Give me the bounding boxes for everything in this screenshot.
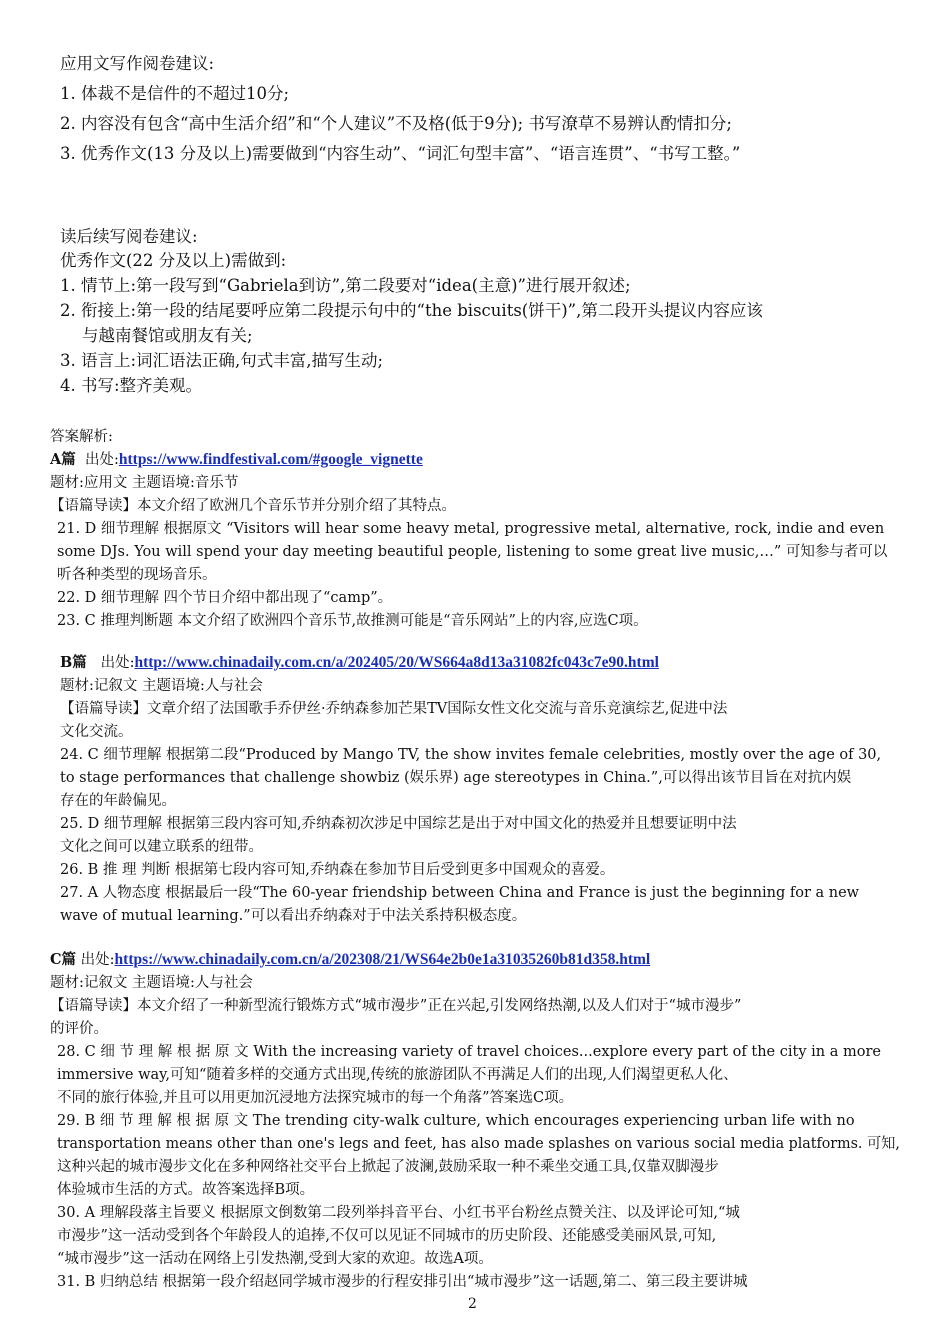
section2-item: 3. 语言上:词汇语法正确,句式丰富,描写生动; [60, 351, 384, 370]
section2-item: 2. 衔接上:第一段的结尾要呼应第二段提示句中的“the biscuits(饼干)”,第二段开头提议内容应该 [60, 301, 763, 320]
answer-line: 文化交流。 [60, 724, 133, 740]
answer-line: 文化之间可以建立联系的纽带。 [60, 839, 263, 855]
passage-c-url-link[interactable]: https://www.chinadaily.com.cn/a/202308/21/WS64e2b0e1a31035260b81d358.html [114, 951, 651, 968]
section2-title: 读后续写阅卷建议: [60, 227, 198, 246]
answer-line: 不同的旅行体验,并且可以用更加沉浸地方法探究城市的每一个角落”答案选C项。 [57, 1090, 574, 1106]
answer-line: 22. D 细节理解 四个节日介绍中都出现了“camp”。 [57, 590, 393, 606]
answer-line: 23. C 推理判断题 本文介绍了欧洲四个音乐节,故推测可能是“音乐网站”上的内容,应选C项。 [57, 613, 648, 629]
passage-b-source [60, 652, 659, 674]
passage-b-guide: 【语篇导读】文章介绍了法国歌手乔伊丝·乔纳森参加芒果TV国际女性文化交流与音乐竞演综艺,促进中法 [60, 701, 728, 717]
page-number: 2 [468, 1296, 477, 1312]
answer-line: 听各种类型的现场音乐。 [57, 567, 217, 583]
answer-line: 26. B 推 理 判断 根据第七段内容可知,乔纳森在参加节目后受到更多中国观众的喜爱。 [60, 862, 615, 878]
answer-line: transportation means other than one's legs and feet, has also made splashes on various social media platforms. 可知, [57, 1136, 900, 1152]
answer-line: to stage performances that challenge showbiz (娱乐界) age stereotypes in China.”,可以得出该节目旨在对抗内娱 [60, 770, 852, 786]
section1-item: 3. 优秀作文(13 分及以上)需要做到“内容生动”、“词汇句型丰富”、“语言连贯”、“书写工整。” [60, 144, 741, 163]
answer-line: 25. D 细节理解 根据第三段内容可知,乔纳森初次涉足中国综艺是出于对中国文化的热爱并且想要证明中法 [60, 816, 737, 832]
section2-item: 4. 书写:整齐美观。 [60, 376, 203, 395]
answer-line: 28. C 细 节 理 解 根 据 原 文 With the increasing variety of travel choices...explore every part of the city in a more [57, 1044, 881, 1060]
section2-subtitle: 优秀作文(22 分及以上)需做到: [60, 251, 287, 270]
answers-heading: 答案解析: [50, 429, 113, 445]
answer-line: 体验城市生活的方式。故答案选择B项。 [57, 1182, 315, 1198]
answer-line: “城市漫步”这一活动在网络上引发热潮,受到大家的欢迎。故选A项。 [57, 1251, 493, 1267]
section2-item: 1. 情节上:第一段写到“Gabriela到访”,第二段要对“idea(主意)”进行展开叙述; [60, 276, 631, 295]
section1-item: 2. 内容没有包含“高中生活介绍”和“个人建议”不及格(低于9分); 书写潦草不易辨认酌情扣分; [60, 114, 732, 133]
answer-line: 21. D 细节理解 根据原文 “Visitors will hear some heavy metal, progressive metal, alternative, rock, indie and even [57, 521, 885, 537]
answer-line: 30. A 理解段落主旨要义 根据原文倒数第二段列举抖音平台、小红书平台粉丝点赞关注、以及评论可知,“城 [57, 1205, 740, 1221]
source-label: 出处: [100, 655, 135, 671]
passage-c-label: C篇 [50, 951, 77, 968]
passage-b-label: B篇 [60, 654, 87, 671]
answer-line: some DJs. You will spend your day meeting beautiful people, listening to some great live music,…” 可知参与者可以 [57, 544, 888, 560]
passage-c-guide: 【语篇导读】本文介绍了一种新型流行锻炼方式“城市漫步”正在兴起,引发网络热潮,以及人们对于“城市漫步” [50, 998, 742, 1014]
answer-line: 这种兴起的城市漫步文化在多种网络社交平台上掀起了波澜,鼓励采取一种不乘坐交通工具,仅靠双脚漫步 [57, 1159, 719, 1175]
answer-line: wave of mutual learning.”可以看出乔纳森对于中法关系持积极态度。 [60, 908, 527, 924]
passage-a-guide: 【语篇导读】本文介绍了欧洲几个音乐节并分别介绍了其特点。 [50, 498, 456, 514]
passage-c-source [50, 949, 650, 971]
section1-title: 应用文写作阅卷建议: [60, 54, 215, 73]
passage-a-label: A篇 [50, 451, 76, 468]
passage-b-url-link[interactable]: http://www.chinadaily.com.cn/a/202405/20/WS664a8d13a31082fc043c7e90.html [134, 654, 659, 671]
answer-line: 31. B 归纳总结 根据第一段介绍赵同学城市漫步的行程安排引出“城市漫步”这一话题,第二、第三段主要讲城 [57, 1274, 748, 1290]
passage-a-url-link[interactable]: https://www.findfestival.com/#google_vignette [118, 451, 423, 468]
answer-line: 的评价。 [50, 1021, 108, 1037]
source-label: 出处: [84, 452, 119, 468]
answer-line: 存在的年龄偏见。 [60, 793, 176, 809]
answer-line: 市漫步”这一活动受到各个年龄段人的追捧,不仅可以见证不同城市的历史阶段、还能感受美丽风景,可知, [57, 1228, 717, 1244]
passage-c-theme: 题材:记叙文 主题语境:人与社会 [50, 975, 253, 991]
answer-line: 29. B 细 节 理 解 根 据 原 文 The trending city-walk culture, which encourages experiencing urban life with no [57, 1113, 855, 1129]
answer-line: 27. A 人物态度 根据最后一段“The 60-year friendship between China and France is just the beginning for a new [60, 885, 860, 901]
section1-item: 1. 体裁不是信件的不超过10分; [60, 84, 290, 103]
passage-b-theme: 题材:记叙文 主题语境:人与社会 [60, 678, 263, 694]
passage-a-source [50, 449, 423, 471]
passage-a-theme: 题材:应用文 主题语境:音乐节 [50, 475, 239, 491]
section2-item-continuation: 与越南餐馆或朋友有关; [82, 326, 253, 345]
answer-line: immersive way,可知“随着多样的交通方式出现,传统的旅游团队不再满足人们的出现,人们渴望更私人化、 [57, 1067, 738, 1083]
source-label: 出处: [80, 952, 115, 968]
answer-line: 24. C 细节理解 根据第二段“Produced by Mango TV, the show invites female celebrities, mostly over the age of 30, [60, 747, 882, 763]
